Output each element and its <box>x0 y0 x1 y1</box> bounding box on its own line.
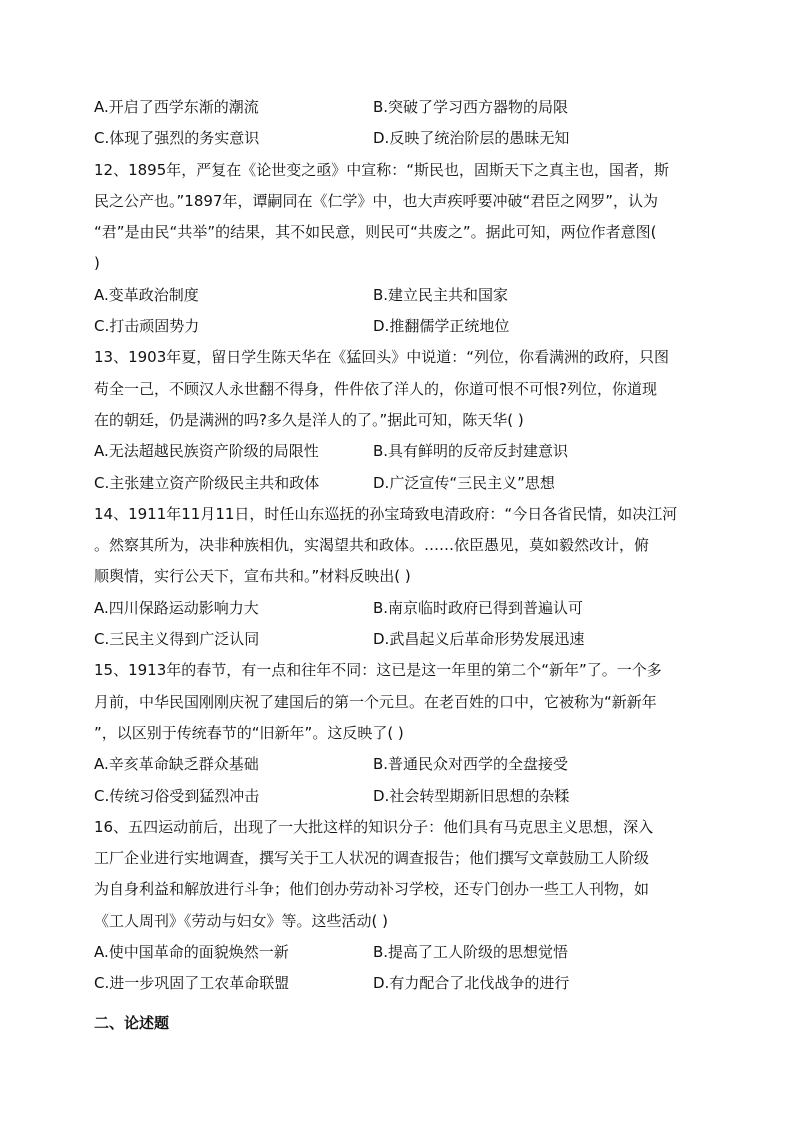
q14-option-b: B.南京临时政府已得到普遍认可 <box>373 598 584 617</box>
q12-options-row-2 <box>94 311 700 342</box>
q15-option-d: D.社会转型期新旧思想的杂糅 <box>373 786 570 805</box>
q13-option-b: B.具有鲜明的反帝反封建意识 <box>373 442 569 461</box>
q14-stem-line: 顺舆情，实行公天下，宣布共和。”材料反映出( ) <box>94 567 411 586</box>
q16-stem-line: 工厂企业进行实地调查，撰写关于工人状况的调查报告；他们撰写文章鼓励工人阶级 <box>94 849 650 868</box>
q12-options-row-1 <box>94 280 700 311</box>
q14-stem-line: 14、1911年11月11日，时任山东巡抚的孙宝琦致电清政府：“今日各省民情，如决江河 <box>94 504 678 523</box>
q16-option-c: C.进一步巩固了工农革命联盟 <box>94 974 290 993</box>
q15-stem-line: 月前，中华民国刚刚庆祝了建国后的第一个元旦。在老百姓的口中，它被称为“新新年 <box>94 692 657 711</box>
q16-stem-line: 为自身利益和解放进行斗争；他们创办劳动补习学校，还专门创办一些工人刊物，如 <box>94 880 650 899</box>
q12-option-d: D.推翻儒学正统地位 <box>373 317 510 336</box>
q16-options-row-1 <box>94 937 700 968</box>
q12-stem-line: 12、1895年，严复在《论世变之亟》中宣称：“斯民也，固斯天下之真主也，国者，斯 <box>94 160 670 179</box>
q13-options-row-2 <box>94 468 700 499</box>
q13-option-c: C.主张建立资产阶级民主共和政体 <box>94 473 320 492</box>
q15-stem-line: 15、1913年的春节，有一点和往年不同：这已是这一年里的第二个“新年”了。一个多 <box>94 661 662 680</box>
q14-options-row-2 <box>94 624 700 655</box>
q14-option-a: A.四川保路运动影响力大 <box>94 598 259 617</box>
q14-stem-line: 。然察其所为，决非种族相仇，实渴望共和政体。……依臣愚见，莫如毅然改计，俯 <box>94 536 650 555</box>
q15-option-b: B.普通民众对西学的全盘接受 <box>373 755 569 774</box>
q16-options-row-2 <box>94 968 700 999</box>
q15-option-c: C.传统习俗受到猛烈冲击 <box>94 786 260 805</box>
q15-options-row-1 <box>94 749 700 780</box>
q12-stem-line: 民之公产也。”1897年，谭嗣同在《仁学》中，也大声疾呼要冲破“君臣之网罗”，认为 <box>94 191 658 210</box>
q16-stem-line: 16、五四运动前后，出现了一大批这样的知识分子：他们具有马克思主义思想，深入 <box>94 817 654 836</box>
q12-stem-line: “君”是由民“共举”的结果，其不如民意，则民可“共废之”。据此可知，两位作者意图( <box>94 223 657 242</box>
q16-stem-line: 《工人周刊》《劳动与妇女》等。这些活动( ) <box>94 911 388 930</box>
q15-option-a: A.辛亥革命缺乏群众基础 <box>94 755 259 774</box>
q12-option-c: C.打击顽固势力 <box>94 317 200 336</box>
section-title: 二、论述题 <box>94 1013 170 1032</box>
q13-option-a: A.无法超越民族资产阶级的局限性 <box>94 442 319 461</box>
q12-option-a: A.变革政治制度 <box>94 285 199 304</box>
q15-options-row-2 <box>94 781 700 812</box>
q15-stem-line: ”，以区别于传统春节的“旧新年”。这反映了( ) <box>94 723 404 742</box>
q13-stem-line: 苟全一己，不顾汉人永世翻不得身，件件依了洋人的，你道可恨不可恨?列位，你道现 <box>94 379 657 398</box>
exam-page <box>94 92 700 1039</box>
q11-option-c: C.体现了强烈的务实意识 <box>94 129 260 148</box>
q13-stem-line: 13、1903年夏，留日学生陈天华在《猛回头》中说道：“列位，你看满洲的政府，只图 <box>94 348 670 367</box>
q13-stem-line: 在的朝廷，仍是满洲的吗?多久是洋人的了。”据此可知，陈天华( ) <box>94 410 524 429</box>
q14-options-row-1 <box>94 593 700 624</box>
q16-option-d: D.有力配合了北伐战争的进行 <box>373 974 570 993</box>
q11-option-b: B.突破了学习西方器物的局限 <box>373 98 569 116</box>
q12-stem-line: ) <box>94 254 100 273</box>
q12-option-b: B.建立民主共和国家 <box>373 285 509 304</box>
q16-option-a: A.使中国革命的面貌焕然一新 <box>94 943 289 962</box>
q14-option-d: D.武昌起义后革命形势发展迅速 <box>373 630 585 649</box>
q11-option-d: D.反映了统治阶层的愚昧无知 <box>373 129 570 148</box>
q11-options-row-2 <box>94 123 700 154</box>
q11-options-row-1 <box>94 92 700 123</box>
q16-option-b: B.提高了工人阶级的思想觉悟 <box>373 943 569 962</box>
q14-option-c: C.三民主义得到广泛认同 <box>94 630 260 649</box>
q13-option-d: D.广泛宣传“三民主义”思想 <box>373 473 555 492</box>
q11-option-a: A.开启了西学东渐的潮流 <box>94 98 259 116</box>
q13-options-row-1 <box>94 436 700 467</box>
